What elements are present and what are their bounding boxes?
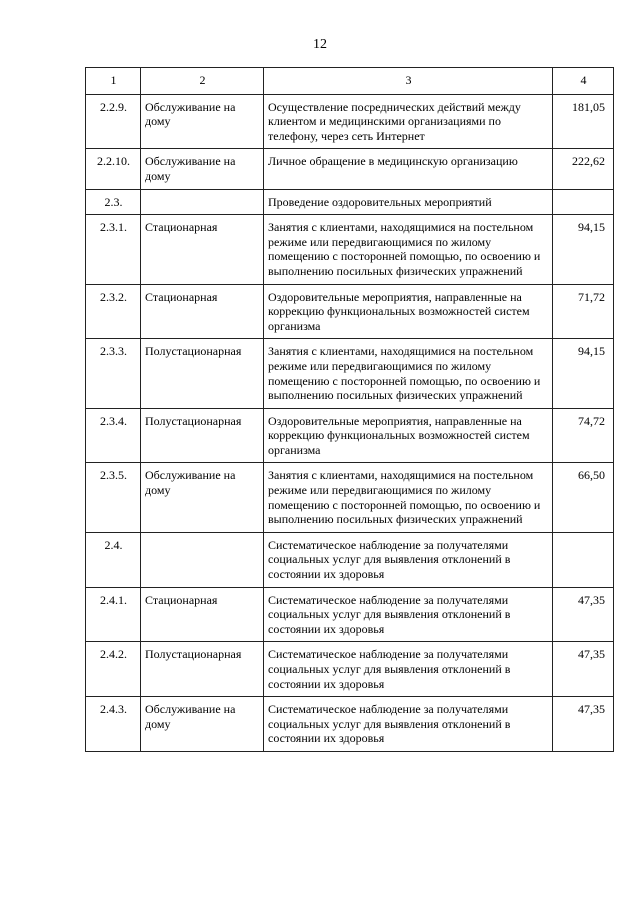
service-price: 181,05: [553, 94, 614, 149]
service-description: Занятия с клиентами, находящимися на постельном режиме или передвигающимися по жилому помещению с посторонней помощью, по освоению и выполнению посильных физических упражнений: [264, 339, 553, 408]
service-price: 66,50: [553, 463, 614, 532]
service-price: 94,15: [553, 215, 614, 284]
row-number: 2.2.10.: [86, 149, 141, 189]
service-description: Осуществление посреднических действий между клиентом и медицинскими организациями по телефону, через сеть Интернет: [264, 94, 553, 149]
row-number: 2.3.2.: [86, 284, 141, 339]
table-row: [86, 284, 614, 339]
service-price: 94,15: [553, 339, 614, 408]
service-form: [141, 532, 264, 587]
service-price: 47,35: [553, 697, 614, 752]
row-number: 2.3.5.: [86, 463, 141, 532]
table-row: [86, 463, 614, 532]
table-row: [86, 642, 614, 697]
service-price: 47,35: [553, 642, 614, 697]
header-col-2: 2: [141, 68, 264, 95]
service-description: Систематическое наблюдение за получателями социальных услуг для выявления отклонений в состоянии их здоровья: [264, 587, 553, 642]
table-body: [86, 94, 614, 751]
service-price: [553, 532, 614, 587]
service-price: 71,72: [553, 284, 614, 339]
row-number: 2.2.9.: [86, 94, 141, 149]
header-col-1: 1: [86, 68, 141, 95]
service-price: 222,62: [553, 149, 614, 189]
service-price: 47,35: [553, 587, 614, 642]
page-number: 12: [313, 37, 327, 52]
service-form: Обслуживание на дому: [141, 149, 264, 189]
service-price: 74,72: [553, 408, 614, 463]
table-header-row: [86, 68, 614, 95]
table-row: [86, 149, 614, 189]
service-form: Обслуживание на дому: [141, 463, 264, 532]
header-col-4: 4: [553, 68, 614, 95]
tariff-table: [85, 67, 614, 752]
service-form: Стационарная: [141, 284, 264, 339]
row-number: 2.3.4.: [86, 408, 141, 463]
service-form: Полустационарная: [141, 339, 264, 408]
service-form: [141, 189, 264, 215]
service-description: Систематическое наблюдение за получателями социальных услуг для выявления отклонений в состоянии их здоровья: [264, 532, 553, 587]
header-col-3: 3: [264, 68, 553, 95]
service-form: Обслуживание на дому: [141, 94, 264, 149]
table-row: [86, 697, 614, 752]
row-number: 2.4.3.: [86, 697, 141, 752]
service-description: Систематическое наблюдение за получателями социальных услуг для выявления отклонений в состоянии их здоровья: [264, 642, 553, 697]
table-row: [86, 408, 614, 463]
service-description: Оздоровительные мероприятия, направленные на коррекцию функциональных возможностей систем организма: [264, 408, 553, 463]
row-number: 2.4.1.: [86, 587, 141, 642]
row-number: 2.3.: [86, 189, 141, 215]
table-row: [86, 339, 614, 408]
table-row: [86, 189, 614, 215]
row-number: 2.3.1.: [86, 215, 141, 284]
service-form: Полустационарная: [141, 642, 264, 697]
table-row: [86, 94, 614, 149]
service-form: Стационарная: [141, 215, 264, 284]
service-description: Личное обращение в медицинскую организацию: [264, 149, 553, 189]
service-form: Обслуживание на дому: [141, 697, 264, 752]
service-form: Полустационарная: [141, 408, 264, 463]
service-description: Систематическое наблюдение за получателями социальных услуг для выявления отклонений в состоянии их здоровья: [264, 697, 553, 752]
row-number: 2.3.3.: [86, 339, 141, 408]
table-row: [86, 532, 614, 587]
service-price: [553, 189, 614, 215]
row-number: 2.4.2.: [86, 642, 141, 697]
service-description: Оздоровительные мероприятия, направленные на коррекцию функциональных возможностей систем организма: [264, 284, 553, 339]
service-description: Занятия с клиентами, находящимися на постельном режиме или передвигающимися по жилому помещению с посторонней помощью, по освоению и выполнению посильных физических упражнений: [264, 463, 553, 532]
service-description: Проведение оздоровительных мероприятий: [264, 189, 553, 215]
row-number: 2.4.: [86, 532, 141, 587]
service-description: Занятия с клиентами, находящимися на постельном режиме или передвигающимися по жилому помещению с посторонней помощью, по освоению и выполнению посильных физических упражнений: [264, 215, 553, 284]
table-row: [86, 215, 614, 284]
table-row: [86, 587, 614, 642]
service-form: Стационарная: [141, 587, 264, 642]
